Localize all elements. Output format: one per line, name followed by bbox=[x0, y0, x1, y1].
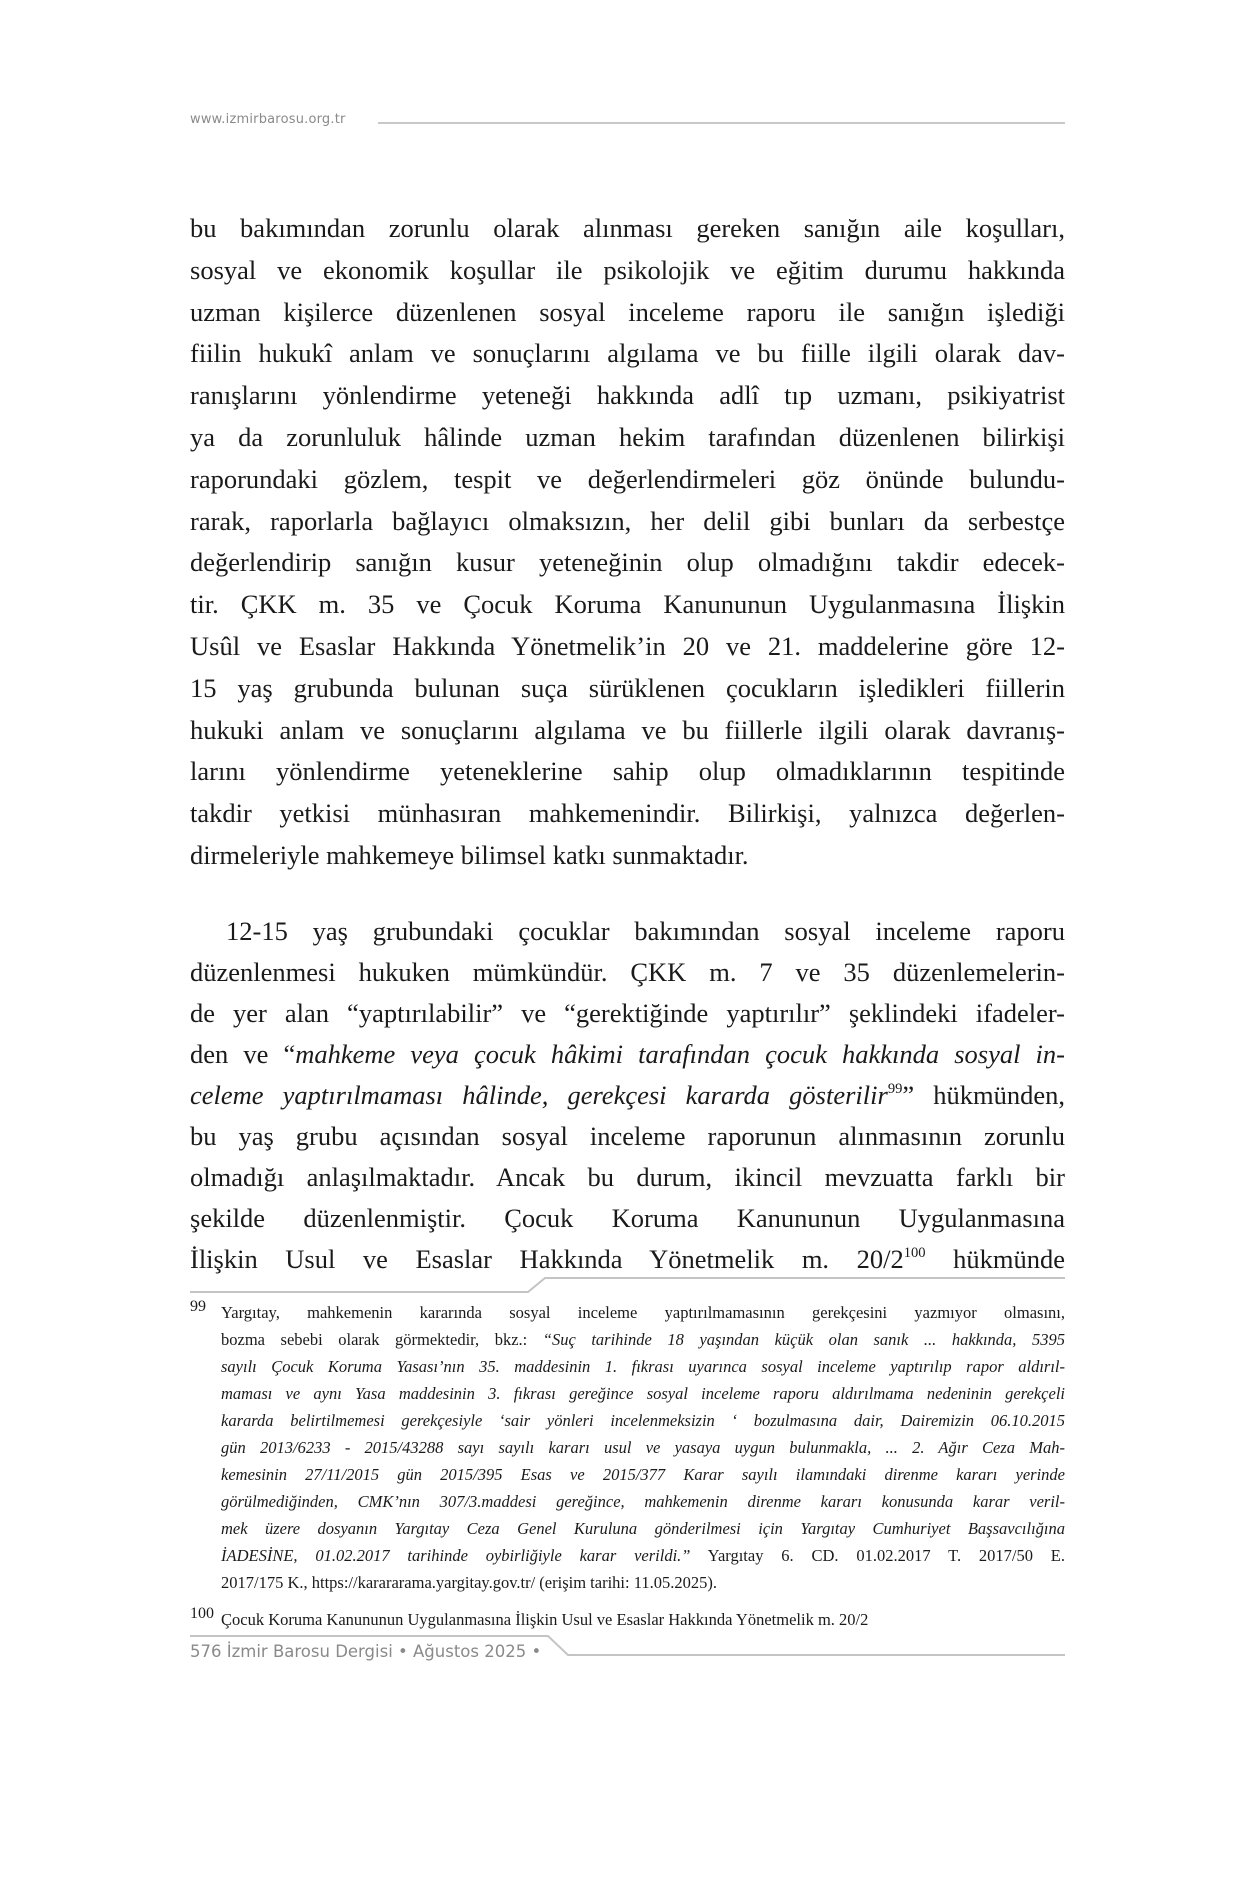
footnote-line bbox=[221, 1329, 1065, 1351]
text-segment: maması ve aynı Yasa maddesinin 3. fıkrası gereğince sosyal inceleme raporu aldırılmama nedeninin gerekçeli bbox=[221, 1384, 1065, 1403]
text-segment: gün 2013/6233 - 2015/43288 sayı sayılı kararı usul ve yasaya uygun bulunmakla, ... 2. Ağır Ceza Mah- bbox=[221, 1438, 1065, 1457]
text-segment: değerlendirip sanığın kusur yeteneğinin olup olmadığını takdir edecek- bbox=[190, 547, 1065, 578]
text-segment: larını yönlendirme yeteneklerine sahip olup olmadıklarının tespitinde bbox=[190, 756, 1065, 787]
text-segment: de yer alan “yaptırılabilir” ve “gerektiğinde yaptırılır” şeklindeki ifadeler- bbox=[190, 998, 1065, 1028]
text-segment: mek üzere dosyanın Yargıtay Ceza Genel Kuruluna gönderilmesi için Yargıtay Cumhuriyet Başsavcılığına bbox=[221, 1519, 1065, 1538]
text-segment: hükmünde bbox=[925, 1244, 1066, 1274]
text-segment: ya da zorunluluk hâlinde uzman hekim tarafından düzenlenen bilirkişi bbox=[190, 422, 1065, 452]
text-segment: 12-15 yaş grubundaki çocuklar bakımından sosyal inceleme raporu bbox=[226, 916, 1065, 946]
text-segment: hukuki anlam ve sonuçlarını algılama ve bu fiillerle ilgili olarak davranış- bbox=[190, 714, 1065, 745]
text-segment: bu yaş grubu açısından sosyal inceleme raporunun alınmasının zorunlu bbox=[190, 1121, 1065, 1151]
text-segment: olmadığı anlaşılmaktadır. Ancak bu durum, ikincil mevzuatta farklı bir bbox=[190, 1162, 1065, 1192]
footnote-number: 99 bbox=[190, 1298, 206, 1315]
footnote-line bbox=[221, 1572, 1065, 1594]
text-segment: şekilde düzenlenmiştir. Çocuk Koruma Kanununun Uygulanmasına bbox=[190, 1203, 1065, 1233]
text-segment: tir. ÇKK m. 35 ve Çocuk Koruma Kanununun Uygulanmasına İlişkin bbox=[190, 589, 1065, 620]
footnote-line bbox=[221, 1609, 1065, 1631]
text-segment: raporundaki gözlem, tespit ve değerlendirmeleri göz önünde bulundu- bbox=[190, 463, 1065, 494]
text-segment: takdir yetkisi münhasıran mahkemenindir. Bilirkişi, yalnızca değerlen- bbox=[190, 798, 1065, 829]
footnote-line bbox=[221, 1410, 1065, 1432]
text-segment: kemesinin 27/11/2015 gün 2015/395 Esas ve 2015/377 Karar sayılı ilamındaki direnme kararı yerinde bbox=[221, 1465, 1065, 1484]
footnote-separator bbox=[190, 1278, 1065, 1292]
text-segment: uzman kişilerce düzenlenen sosyal inceleme raporu ile sanığın işlediği bbox=[190, 296, 1065, 327]
text-segment: bu bakımından zorunlu olarak alınması gereken sanığın aile koşulları, bbox=[190, 213, 1065, 243]
text-segment: Çocuk Koruma Kanununun Uygulanmasına İlişkin Usul ve Esaslar Hakkında Yönetmelik m. 20/2 bbox=[221, 1610, 869, 1629]
text-segment: mahkeme veya çocuk hâkimi tarafından çocuk hakkında sosyal in- bbox=[295, 1039, 1065, 1069]
text-segment: kararda belirtilmemesi gerekçesiyle ‘sair yönleri incelenmeksizin ‘ bozulmasına dair, Dairemizin 06.10.2015 bbox=[221, 1411, 1065, 1430]
footnote-line bbox=[221, 1518, 1065, 1540]
header-url: www.izmirbarosu.org.tr bbox=[190, 112, 346, 127]
text-segment: “Suç tarihinde 18 yaşından küçük olan sanık ... hakkında, 5395 bbox=[542, 1330, 1065, 1349]
footnote-reference[interactable]: 100 bbox=[903, 1245, 926, 1262]
text-segment: ranışlarını yönlendirme yeteneği hakkında adlî tıp uzmanı, psikiyatrist bbox=[190, 380, 1065, 411]
footnote-line bbox=[221, 1545, 1065, 1567]
text-segment: fiilin hukukî anlam ve sonuçlarını algılama ve bu fiille ilgili olarak dav- bbox=[190, 338, 1065, 369]
text-segment: İlişkin Usul ve Esaslar Hakkında Yönetmelik m. 20/2 bbox=[190, 1244, 904, 1274]
text-segment: sayılı Çocuk Koruma Yasası’nın 35. maddesinin 1. fıkrası uyarınca sosyal inceleme yaptırılıp rapor aldırıl- bbox=[221, 1357, 1065, 1376]
text-segment: görülmediğinden, CMK’nın 307/3.maddesi gereğince, mahkemenin direnme kararı konusunda karar veril- bbox=[221, 1492, 1065, 1511]
footnote-line bbox=[221, 1464, 1065, 1486]
text-segment: ” hükmünden, bbox=[902, 1080, 1065, 1110]
text-segment: sosyal ve ekonomik koşullar ile psikolojik ve eğitim durumu hakkında bbox=[190, 254, 1065, 285]
text-segment: dirmeleriyle mahkemeye bilimsel katkı sunmaktadır. bbox=[190, 840, 749, 870]
footnote-line bbox=[221, 1437, 1065, 1459]
footnote-line bbox=[221, 1356, 1065, 1378]
footnote-number: 100 bbox=[190, 1605, 214, 1622]
text-segment: celeme yaptırılmaması hâlinde, gerekçesi kararda gösterilir bbox=[190, 1080, 888, 1110]
footnote-line bbox=[221, 1383, 1065, 1405]
footnote-line bbox=[221, 1302, 1065, 1324]
footnote-reference[interactable]: 99 bbox=[887, 1081, 903, 1098]
text-segment: İADESİNE, 01.02.2017 tarihinde oybirliğiyle karar verildi.” bbox=[221, 1546, 691, 1565]
text-segment: Yargıtay 6. CD. 01.02.2017 T. 2017/50 E. bbox=[690, 1546, 1065, 1565]
text-segment: Usûl ve Esaslar Hakkında Yönetmelik’in 20 ve 21. maddelerine göre 12- bbox=[190, 631, 1065, 661]
text-segment: rarak, raporlarla bağlayıcı olmaksızın, her delil gibi bunları da serbestçe bbox=[190, 505, 1065, 536]
text-segment: den ve “ bbox=[190, 1039, 296, 1069]
text-segment: Yargıtay, mahkemenin kararında sosyal inceleme yaptırılmamasının gerekçesini yazmıyor olmasını, bbox=[221, 1303, 1065, 1322]
text-segment: bozma sebebi olarak görmektedir, bkz.: bbox=[221, 1330, 543, 1349]
text-segment: düzenlenmesi hukuken mümkündür. ÇKK m. 7 ve 35 düzenlemelerin- bbox=[190, 957, 1065, 987]
footnote-line bbox=[221, 1491, 1065, 1513]
page-footer: 576 İzmir Barosu Dergisi • Ağustos 2025 • bbox=[190, 1642, 542, 1661]
text-segment: 2017/175 K., https://karararama.yargitay.gov.tr/ (erişim tarihi: 11.05.2025). bbox=[221, 1573, 717, 1592]
text-segment: 15 yaş grubunda bulunan suça sürüklenen çocukların işledikleri fiillerin bbox=[190, 672, 1065, 703]
